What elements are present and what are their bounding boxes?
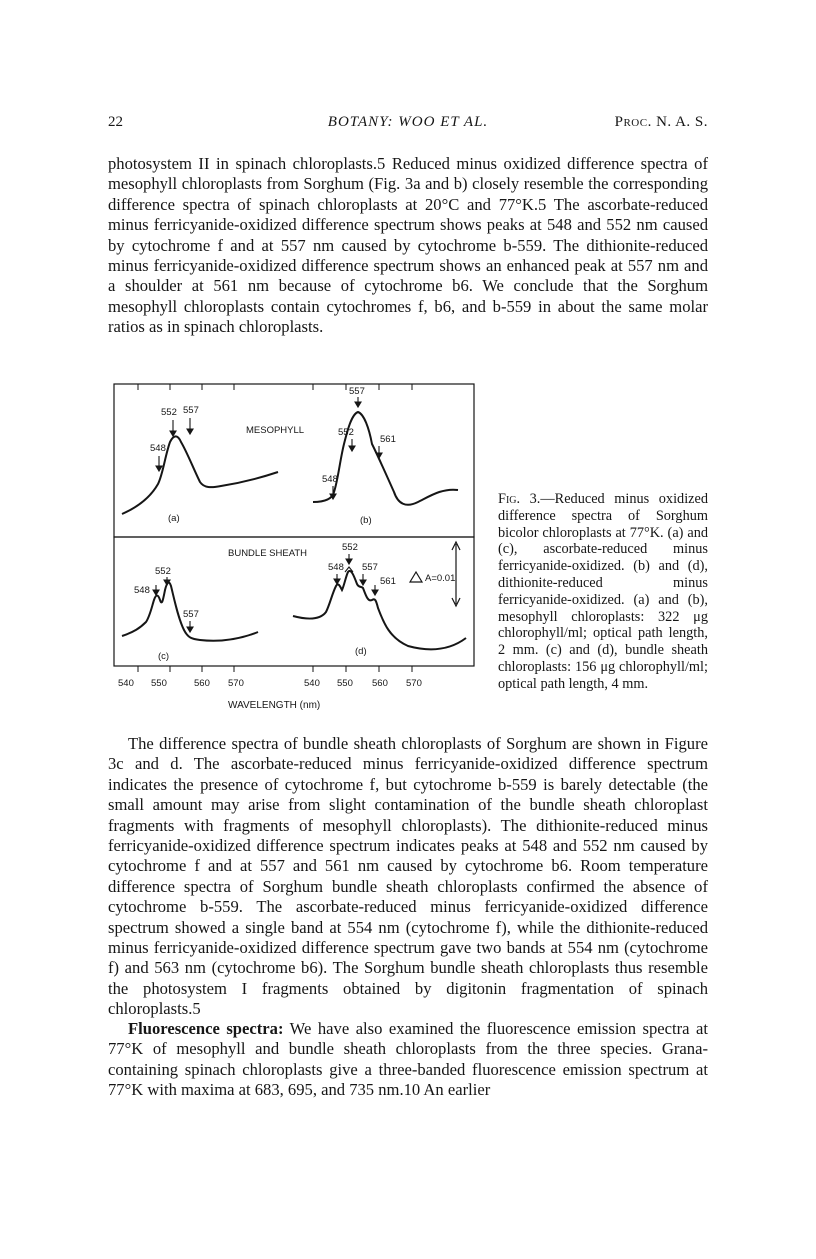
peak-arrows-c (153, 577, 193, 632)
x-tick-560-right: 560 (372, 678, 388, 689)
peak-label-b-557: 557 (349, 386, 365, 397)
x-tick-570-left: 570 (228, 678, 244, 689)
x-axis-label: WAVELENGTH (nm) (228, 700, 321, 711)
paragraph-1-text: photosystem II in spinach chloroplasts.5 Reduced minus oxidized difference spectra of mesophyll chloroplasts from Sorghum (Fig. 3a and b) closely resemble the corresponding difference spectra of spinach chloroplasts at 20°C and 77°K.5 The ascorbate-reduced minus ferricyanide-oxidized difference spectrum shows peaks at 548 and 552 nm caused by cytochrome f and at 557 nm caused by cytochrome b-559. The dithionite-reduced minus ferricyanide-oxidized difference spectrum shows an enhanced peak at 557 nm and a shoulder at 561 nm because of cytochrome b6. We conclude that the Sorghum mesophyll chloroplasts contain cytochromes f, b6, and b-559 in about the same molar ratios as in spinach chloroplasts. (108, 154, 708, 337)
running-title: BOTANY: WOO ET AL. (327, 114, 489, 130)
journal-name: Proc. N. A. S. (614, 114, 708, 130)
x-tick-560-left: 560 (194, 678, 210, 689)
x-tick-540-left: 540 (118, 678, 134, 689)
peak-label-d-561: 561 (380, 576, 396, 587)
x-tick-550-left: 550 (151, 678, 167, 689)
peak-label-c-548: 548 (134, 585, 150, 596)
scale-bar-label: A=0.01 (425, 573, 456, 584)
figure-3-spectra (108, 380, 488, 720)
spectrum-curve-b (313, 412, 458, 505)
spectrum-curve-a (122, 436, 278, 514)
section-heading-fluorescence: Fluorescence spectra: (128, 1019, 284, 1038)
peak-label-c-552: 552 (155, 566, 171, 577)
paragraph-3 (108, 1019, 708, 1101)
paragraph-2-text: The difference spectra of bundle sheath chloroplasts of Sorghum are shown in Figure 3c and d. The ascorbate-reduced minus ferricyanide-oxidized difference spectrum indicates the presence of cytochrome f, but cytochrome b-559 is barely detectable (the small amount may arise from slight contamination of the bundle sheath chloroplast fragments with fragments of mesophyll chloroplasts). The dithionite-reduced minus ferricyanide-oxidized difference spectrum indicates peaks at 548 and 552 nm caused by cytochrome f and at 557 and 561 nm caused by cytochrome b6. Room temperature difference spectra of Sorghum bundle sheath chloroplasts confirmed the absence of cytochrome b-559. The ascorbate-reduced minus ferricyanide-oxidized difference spectrum showed a single band at 554 nm (cytochrome f), while the dithionite-reduced minus ferricyanide-oxidized difference spectrum gave two bands at 554 nm (cytochrome f) and 563 nm (cytochrome b6). The Sorghum bundle sheath chloroplasts thus resemble the photosystem I fragments obtained by digitonin fragmentation of spinach chloroplasts.5 (108, 734, 708, 1019)
paragraph-3-body (108, 1019, 708, 1101)
paragraph-2 (108, 734, 708, 1020)
peak-label-a-548: 548 (150, 443, 166, 454)
panel-label-b: (b) (360, 515, 372, 526)
figure-caption-label: Fig. 3. (498, 491, 541, 507)
x-tick-570-right: 570 (406, 678, 422, 689)
peak-label-d-552: 552 (342, 542, 358, 553)
x-axis-ticks (138, 666, 412, 672)
panel-label-a: (a) (168, 513, 180, 524)
peak-label-b-548: 548 (322, 474, 338, 485)
top-ticks (138, 384, 412, 390)
panel-label-d: (d) (355, 646, 367, 657)
page-number: 22 (108, 114, 123, 130)
section-bundle-sheath-label: BUNDLE SHEATH (228, 548, 308, 559)
panel-label-c: (c) (158, 651, 170, 662)
section-mesophyll-label: MESOPHYLL (246, 425, 305, 436)
peak-label-a-552: 552 (161, 407, 177, 418)
x-tick-540-right: 540 (304, 678, 320, 689)
running-header (108, 114, 708, 134)
peak-label-b-552: 552 (338, 427, 354, 438)
x-tick-550-right: 550 (337, 678, 353, 689)
figure-caption (498, 491, 708, 693)
peak-label-d-548: 548 (328, 562, 344, 573)
paragraph-3-text: We have also examined the fluorescence emission spectra at 77°K of mesophyll and bundle sheath chloroplasts from the three species. Grana-containing spinach chloroplasts give a three-banded fluorescence emission spectrum at 77°K with maxima at 683, 695, and 735 nm.10 An earlier (108, 1019, 708, 1100)
paragraph-1 (108, 154, 708, 338)
figure-3 (108, 380, 488, 720)
peak-label-c-557: 557 (183, 609, 199, 620)
figure-caption-text: —Reduced minus oxidized difference spectra of Sorghum bicolor chloroplasts at 77°K. (a) and (c), ascorbate-reduced minus ferricyanide-oxidized. (b) and (d), dithionite-reduced minus ferricyanide-oxidized. (a) and (b), mesophyll chloroplasts: 322 μg chlorophyll/ml; optical path length, 2 mm. (c) and (d), bundle sheath chloroplasts: 156 μg chlorophyll/ml; optical path length, 4 mm. (498, 491, 709, 692)
peak-label-d-557: 557 (362, 562, 378, 573)
peak-label-a-557: 557 (183, 405, 199, 416)
peak-label-b-561: 561 (380, 434, 396, 445)
